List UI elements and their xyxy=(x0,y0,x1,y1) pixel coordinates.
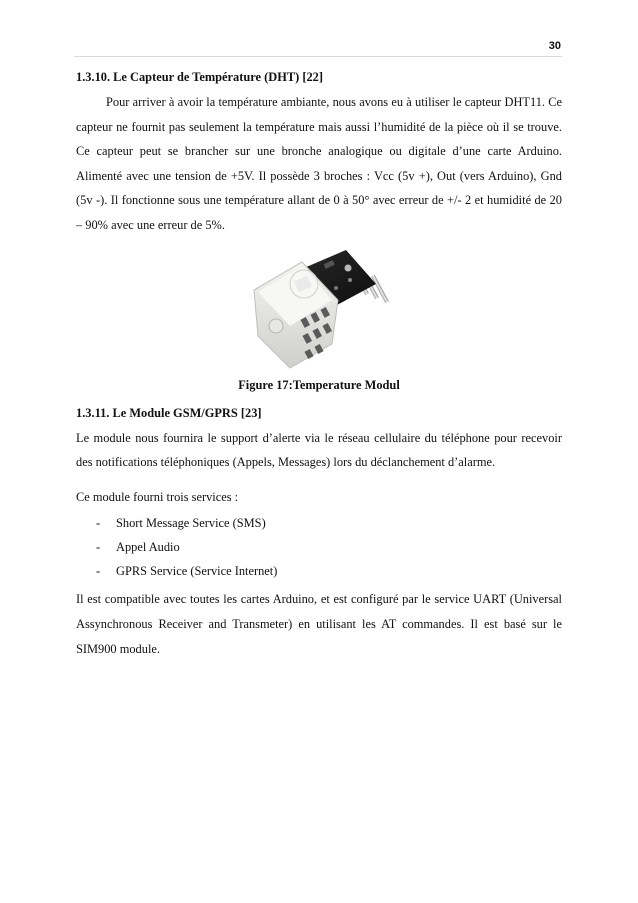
gsm-paragraph-line: basé sur le SIM900 module. xyxy=(76,616,562,656)
services-list xyxy=(76,511,562,583)
section-heading-dht: 1.3.10. Le Capteur de Température (DHT) [22] xyxy=(76,70,323,84)
gsm-paragraph-1 xyxy=(76,426,562,475)
dht-paragraph-line: Arduino. Alimenté avec une tension de +5V. Il possède 3 broches : Vcc (5v +), Out (vers xyxy=(76,144,563,183)
document-body xyxy=(76,64,562,661)
service-label: Appel Audio xyxy=(116,540,180,555)
bullet-dash: - xyxy=(96,516,101,531)
services-intro: Ce module fourni trois services : xyxy=(76,489,239,504)
dht11-sensor-image xyxy=(76,244,562,374)
header-divider xyxy=(74,56,562,57)
bullet-dash: - xyxy=(96,564,101,579)
bullet-dash: - xyxy=(96,540,101,555)
dht-paragraph-line: Arduino), Gnd (5v -). Il fonctionne sous une température allant de 0 à 50° avec erreur de +/- 2 xyxy=(76,168,562,208)
gsm-paragraph-line: Le module nous fournira le support d’alerte via le réseau cellulaire du téléphone pour recevoir xyxy=(76,430,562,445)
list-item xyxy=(76,559,562,583)
gsm-paragraph-2 xyxy=(76,587,562,661)
service-label: Short Message Service (SMS) xyxy=(116,516,266,531)
dht-paragraph-line: Pour arriver à avoir la température ambiante, nous avons eu à utiliser le capteur DHT11. xyxy=(106,95,545,109)
dht11-figure xyxy=(76,244,562,374)
dht-paragraph xyxy=(76,90,562,238)
figure-caption: Figure 17:Temperature Modul xyxy=(238,377,400,392)
service-label: GPRS Service (Service Internet) xyxy=(116,564,278,579)
list-item xyxy=(76,535,562,559)
gsm-paragraph-line: Il est compatible avec toutes les cartes Arduino, et est configuré par le service UART xyxy=(76,592,506,607)
gsm-paragraph-line: des notifications téléphoniques (Appels, Messages) lors du déclanchement d’alarme. xyxy=(76,455,496,470)
dht-paragraph-line: Ce capteur ne fournit pas seulement la température mais aussi l’humidité de la pièce où il se xyxy=(76,95,562,134)
mounting-hole xyxy=(269,319,283,333)
section-heading-gsm: 1.3.11. Le Module GSM/GPRS [23] xyxy=(76,405,262,420)
page-number: 30 xyxy=(548,40,561,52)
dht-paragraph-line: et humidité de 20 – 90% avec une erreur de 5%. xyxy=(76,193,562,232)
list-item xyxy=(76,511,562,535)
dht-paragraph-line: trouve. Ce capteur peut se brancher sur une bronche analogique ou digitale d’une carte xyxy=(76,119,562,159)
gsm-paragraph-line: (Universal Assynchronous Receiver and Transmeter) en utilisant les AT commandes. Il est xyxy=(76,592,562,631)
spacer xyxy=(76,475,562,485)
